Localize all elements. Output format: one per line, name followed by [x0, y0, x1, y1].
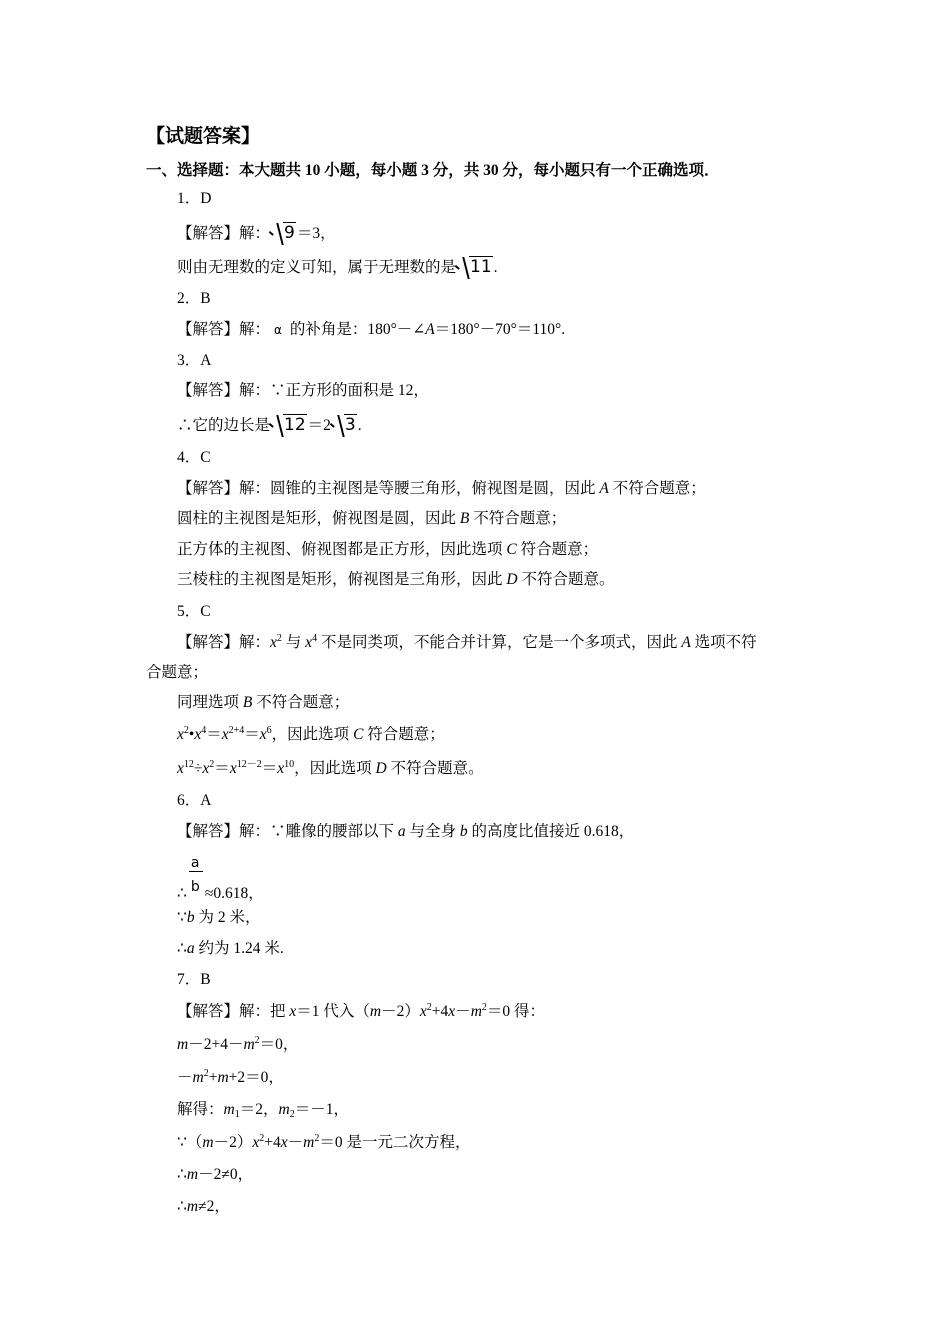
q7-answer: 7．B [177, 971, 211, 988]
q1-answer: 1．D [177, 190, 212, 207]
q5-line4: $x^{12}\div x^2=x^{12-2}=x^{10}$，因此选项 D 不符合题意。 [177, 759, 484, 777]
q6-line3: ∵b 为 2 米， [177, 909, 261, 926]
q7-line4: 解得：$m_1=2$，$m_2=-1$， [177, 1101, 349, 1120]
q6-line2: ∴ $\frac{a}{b}$ ≈0.618， [177, 855, 264, 902]
q7-line3: $-m^2+m+2=0$， [177, 1068, 284, 1086]
fraction-a-over-b: $\frac{a}{b}$ [189, 876, 203, 898]
q4-line2: 圆柱的主视图是矩形，俯视图是圆，因此 B 不符合题意； [177, 510, 567, 527]
q5-line2: 同理选项 B 不符合题意； [177, 694, 350, 711]
q1-line2: 则由无理数的定义可知，属于无理数的是 11 . [177, 257, 498, 277]
q1-line2-text: 则由无理数的定义可知，属于无理数的是 [177, 259, 457, 276]
q4-line4: 三棱柱的主视图是矩形，俯视图是三角形，因此 D 不符合题意。 [177, 571, 615, 588]
sqrt-3: 3 [331, 414, 357, 436]
q2-answer: 2．B [177, 290, 211, 307]
sqrt-9: 9 [270, 222, 296, 244]
q3-solution: 【解答】解：∵正方形的面积是 12， [177, 382, 429, 399]
q5-answer: 5．C [177, 603, 211, 620]
q6-line4: ∴a 约为 1.24 米. [177, 940, 284, 957]
q4-line3: 正方体的主视图、俯视图都是正方形，因此选项 C 符合题意； [177, 541, 599, 558]
q1-solution [177, 222, 336, 245]
q1-sol-rest: ＝3， [296, 225, 336, 242]
q4-answer: 4．C [177, 449, 211, 466]
section-heading: 一、选择题：本大题共 10 小题，每小题 3 分，共 30 分，每小题只有一个正确选项． [146, 162, 720, 179]
q7-line6: ∴m－2≠0， [177, 1166, 254, 1183]
q2-solution: 【解答】解： α 的补角是：180°－∠A＝180°－70°＝110°. [177, 321, 566, 338]
q7-line1: 【解答】解：把 x＝1 代入$(m-2)x^2+4x-m^2=0$ 得： [177, 1002, 546, 1020]
q6-answer: 6．A [177, 792, 212, 809]
q5-line3: $x^2•x^4=x^{2+4}=x^6$，因此选项 C 符合题意； [177, 725, 445, 743]
q7-line2: $m-2+4-m^2=0$， [177, 1035, 299, 1053]
q6-line1: 【解答】解：∵雕像的腰部以下 a 与全身 b 的高度比值接近 0.618， [177, 823, 635, 840]
q1-sol-prefix: 【解答】解： [177, 225, 271, 242]
sqrt-11: 11 [456, 256, 493, 278]
sqrt-12: 12 [270, 414, 307, 436]
q5-line1: 【解答】解：$x^2$ 与 $x^4$ 不是同类项，不能合并计算，它是一个多项式，因此 A 选项不符 [177, 633, 757, 651]
q5-line1b: 合题意； [146, 664, 209, 681]
page-title: 【试题答案】 [146, 126, 261, 147]
q4-line1: 【解答】解：圆锥的主视图是等腰三角形，俯视图是圆，因此 A 不符合题意； [177, 480, 706, 497]
q3-answer: 3．A [177, 352, 212, 369]
q7-line7: ∴m≠2， [177, 1198, 230, 1215]
q7-line5: $\because(m-2)x^2+4x-m^2=0$ 是一元二次方程， [177, 1133, 471, 1151]
q3-line2: ∴它的边长是 12 ＝2 3 . [177, 415, 362, 435]
